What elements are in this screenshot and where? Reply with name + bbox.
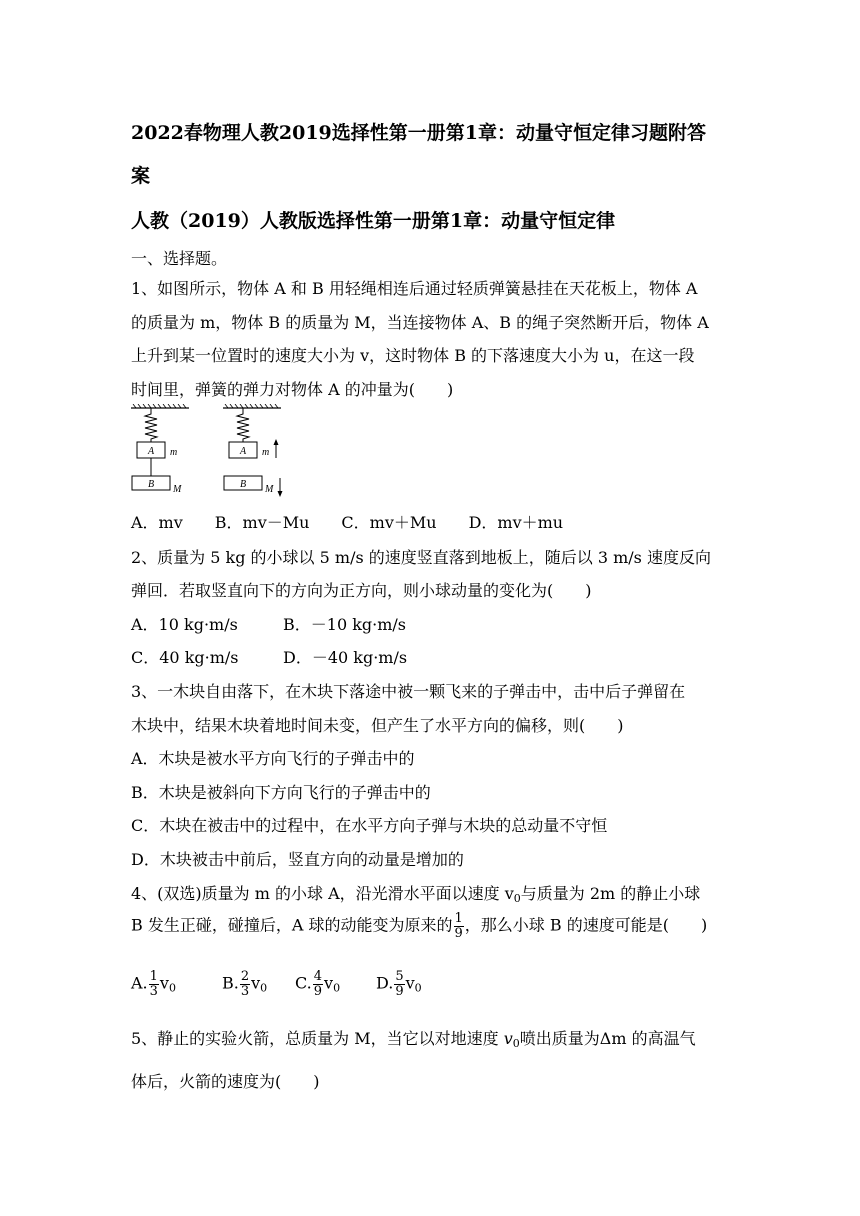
down-arrow-icon (278, 491, 283, 497)
q4-text-line: B 发生正碰，碰撞后，A 球的动能变为原来的 $\frac{1}{9}$ ，那么小球 B 的速度可能是( ) (131, 911, 708, 941)
mass-big-m-label: M (265, 484, 274, 495)
section-heading: 一、选择题。 (131, 249, 228, 268)
block-b-label: B (239, 479, 247, 490)
block-a-label: A (147, 446, 155, 457)
up-arrow-icon (274, 439, 279, 445)
document-title-line-1: 2022春物理人教2019选择性第一册第1章：动量守恒定律习题附答 (131, 122, 706, 144)
q2-option-a: A．10 kg·m/s (131, 615, 238, 634)
q3-text-line: 3、一木块自由落下，在木块下落途中被一颗飞来的子弹击中，击中后子弹留在 (131, 682, 686, 701)
q4-text-line: 4、(双选)质量为 m 的小球 A，沿光滑水平面以速度 $v_0$与质量为 2m 的静止小球 (131, 884, 701, 905)
document-title-line-2: 案 (131, 165, 151, 187)
fraction: $\frac{2}{3}$ (240, 969, 250, 999)
q4-option-b: B. $\frac{2}{3}$ $v_0$ (222, 969, 268, 999)
q1-text-line: 的质量为 m，物体 B 的质量为 M，当连接物体 A、B 的绳子突然断开后，物体 A (131, 313, 709, 332)
q2-text-line: 弹回．若取竖直向下的方向为正方向，则小球动量的变化为( ) (131, 581, 592, 600)
q2-option-b: B．－10 kg·m/s (283, 615, 407, 634)
q2-option-d: D．－40 kg·m/s (283, 648, 408, 667)
q1-text-line: 时间里，弹簧的弹力对物体 A 的冲量为( ) (131, 380, 454, 399)
mass-big-m-label: M (173, 484, 182, 495)
q3-option-b: B．木块是被斜向下方向飞行的子弹击中的 (131, 783, 431, 802)
q4-option-a: A. $\frac{1}{3}$ $v_0$ (131, 969, 176, 999)
fraction: $\frac{5}{9}$ (395, 969, 404, 999)
mass-m-label: m (170, 447, 178, 458)
q3-option-d: D．木块被击中前后，竖直方向的动量是增加的 (131, 850, 464, 869)
q2-option-c: C．40 kg·m/s (131, 648, 239, 667)
q1-text-line: 1、如图所示，物体 A 和 B 用轻绳相连后通过轻质弹簧悬挂在天花板上，物体 A (131, 279, 698, 298)
q5-text-line: 体后，火箭的速度为( ) (131, 1072, 320, 1091)
block-a-label: A (239, 446, 247, 457)
q3-text-line: 木块中，结果木块着地时间未变，但产生了水平方向的偏移，则( ) (131, 716, 624, 735)
q1-text-line: 上升到某一位置时的速度大小为 v，这时物体 B 的下落速度大小为 u，在这一段 (131, 346, 695, 365)
q4-option-c: C. $\frac{4}{9}$ $v_0$ (295, 969, 341, 999)
mass-m-label: m (262, 447, 270, 458)
q5-text-line: 5、静止的实验火箭，总质量为 M，当它以对地速度 $v_0$喷出质量为Δm 的高温气 (131, 1029, 696, 1050)
fraction: $\frac{1}{3}$ (149, 969, 158, 999)
q2-text-line: 2、质量为 5 kg 的小球以 5 m/s 的速度竖直落到地板上，随后以 3 m/s 速度反向 (131, 548, 711, 567)
q4-option-d: D. $\frac{5}{9}$ $v_0$ (376, 969, 422, 999)
fraction: $\frac{4}{9}$ (313, 969, 323, 999)
q3-option-a: A．木块是被水平方向飞行的子弹击中的 (131, 749, 415, 768)
q1-options: A．mv B．mv－Mu C．mv＋Mu D．mv＋mu (131, 513, 564, 532)
document-subtitle: 人教（2019）人教版选择性第一册第1章：动量守恒定律 (131, 210, 616, 232)
fraction: $\frac{1}{9}$ (454, 911, 463, 941)
block-b-label: B (147, 479, 155, 490)
q3-option-c: C．木块在被击中的过程中，在水平方向子弹与木块的总动量不守恒 (131, 816, 608, 835)
spring-block-diagram (127, 404, 297, 500)
